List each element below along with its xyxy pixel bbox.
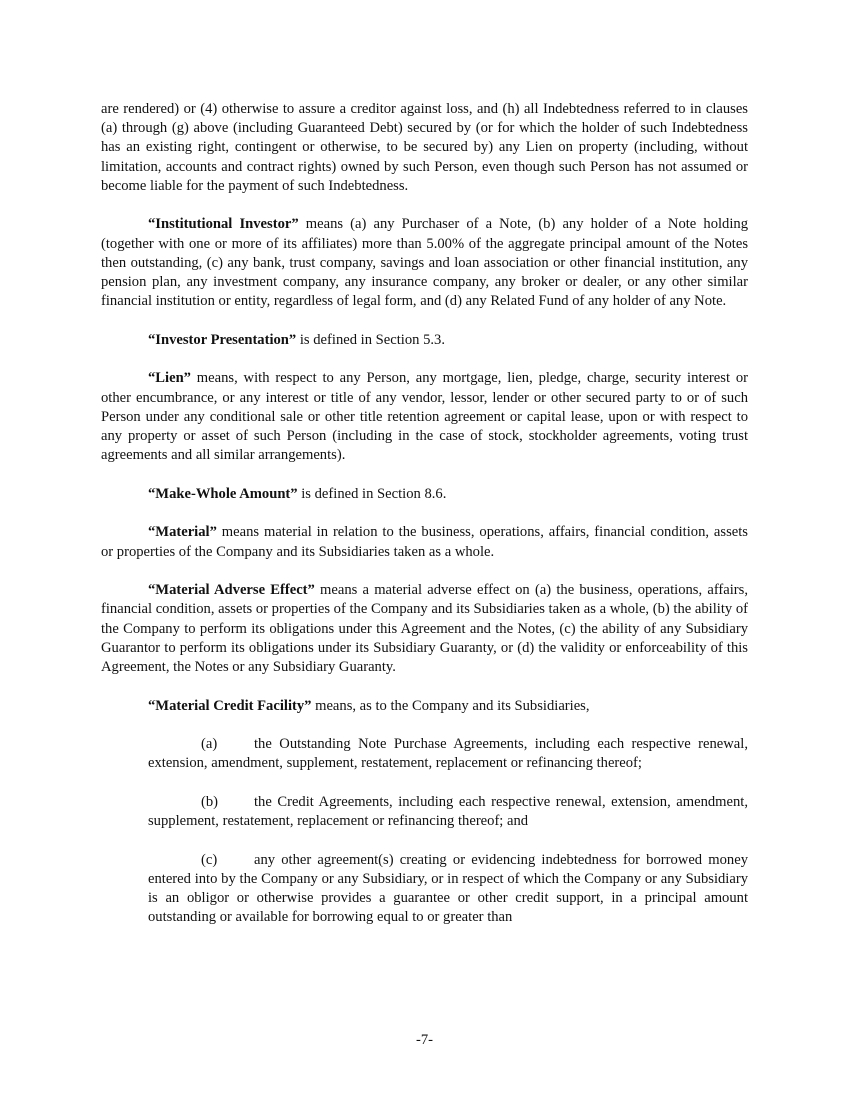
definition-material xyxy=(101,523,748,561)
subclause-text: any other agreement(s) creating or evidencing indebtedness for borrowed money entered into by the Company or any Subsidiary, or in respect of which the Company or any Subsidiary is an obligor or otherwise provides a guarantee or other credit support, in a principal amount outstanding or available for borrowing equal to or greater than xyxy=(148,851,748,926)
definition-lien xyxy=(101,369,748,465)
defined-term: “Material Adverse Effect” xyxy=(148,582,315,599)
defined-term: “Investor Presentation” xyxy=(148,331,297,348)
definition-text: means material in relation to the business, operations, affairs, financial condition, assets or properties of the Company and its Subsidiaries taken as a whole. xyxy=(101,524,748,560)
defined-term: “Material” xyxy=(148,524,217,541)
subclause-b xyxy=(148,793,748,831)
definition-material-adverse-effect xyxy=(101,581,748,677)
subclause-text: the Outstanding Note Purchase Agreements, including each respective renewal, extension, amendment, supplement, restatement, replacement or refinancing thereof; xyxy=(148,736,748,772)
definition-investor-presentation xyxy=(101,331,748,350)
definition-text: means a material adverse effect on (a) the business, operations, affairs, financial condition, assets or properties of the Company and its Subsidiaries taken as a whole, (b) the ability of the Company to perform its obligations under this Agreement and the Notes, (c) the ability of any Subsidiary Guarantor to perform its obligations under its Subsidiary Guaranty, or (d) the validity or enforceability of this Agreement, the Notes or any Subsidiary Guaranty. xyxy=(101,582,748,676)
subclause-label: (a) xyxy=(201,736,218,753)
defined-term: “Lien” xyxy=(148,370,191,387)
definition-text: is defined in Section 5.3. xyxy=(296,331,445,348)
paragraph-text: are rendered) or (4) otherwise to assure a creditor against loss, and (h) all Indebtedness referred to in clauses (a) through (g) above (including Guaranteed Debt) secured by (or for which the holder of such Indebtedness has an existing right, contingent or otherwise, to be secured by) any Lien on property (including, without limitation, accounts and contract rights) owned by such Person, even though such Person has not assumed or become liable for the payment of such Indebtedness. xyxy=(101,101,748,194)
defined-term: “Make-Whole Amount” xyxy=(148,485,298,502)
subclause-a xyxy=(148,735,748,773)
defined-term: “Material Credit Facility” xyxy=(148,697,312,714)
document-page xyxy=(101,100,748,947)
definition-make-whole-amount xyxy=(101,485,748,504)
continued-paragraph xyxy=(101,100,748,196)
definition-text: is defined in Section 8.6. xyxy=(297,485,447,502)
definition-text: means, as to the Company and its Subsidiaries, xyxy=(311,697,590,714)
defined-term: “Institutional Investor” xyxy=(148,216,299,233)
definition-institutional-investor xyxy=(101,215,748,311)
subclause-c xyxy=(148,851,748,928)
page-number: -7- xyxy=(415,1032,434,1048)
definition-material-credit-facility xyxy=(101,697,748,716)
definition-text: means, with respect to any Person, any mortgage, lien, pledge, charge, security interest or other encumbrance, or any interest or title of any vendor, lessor, lender or other secured party to or of such Person under any conditional sale or other title retention agreement or capital lease, upon or with respect to any property or asset of such Person (including in the case of stock, stockholder agreements, voting trust agreements and all similar arrangements). xyxy=(101,370,748,464)
subclause-label: (b) xyxy=(201,794,219,810)
definition-text: means (a) any Purchaser of a Note, (b) any holder of a Note holding (together with one or more of its affiliates) more than 5.00% of the aggregate principal amount of the Notes then outstanding, (c) any bank, trust company, savings and loan association or other financial institution, any pension plan, any investment company, any insurance company, any broker or dealer, or any other similar financial institution or entity, regardless of legal form, and (d) any Related Fund of any holder of any Note. xyxy=(101,216,748,310)
subclause-label: (c) xyxy=(201,851,218,868)
subclause-text: the Credit Agreements, including each respective renewal, extension, amendment, supplement, restatement, replacement or refinancing thereof; and xyxy=(148,794,748,830)
